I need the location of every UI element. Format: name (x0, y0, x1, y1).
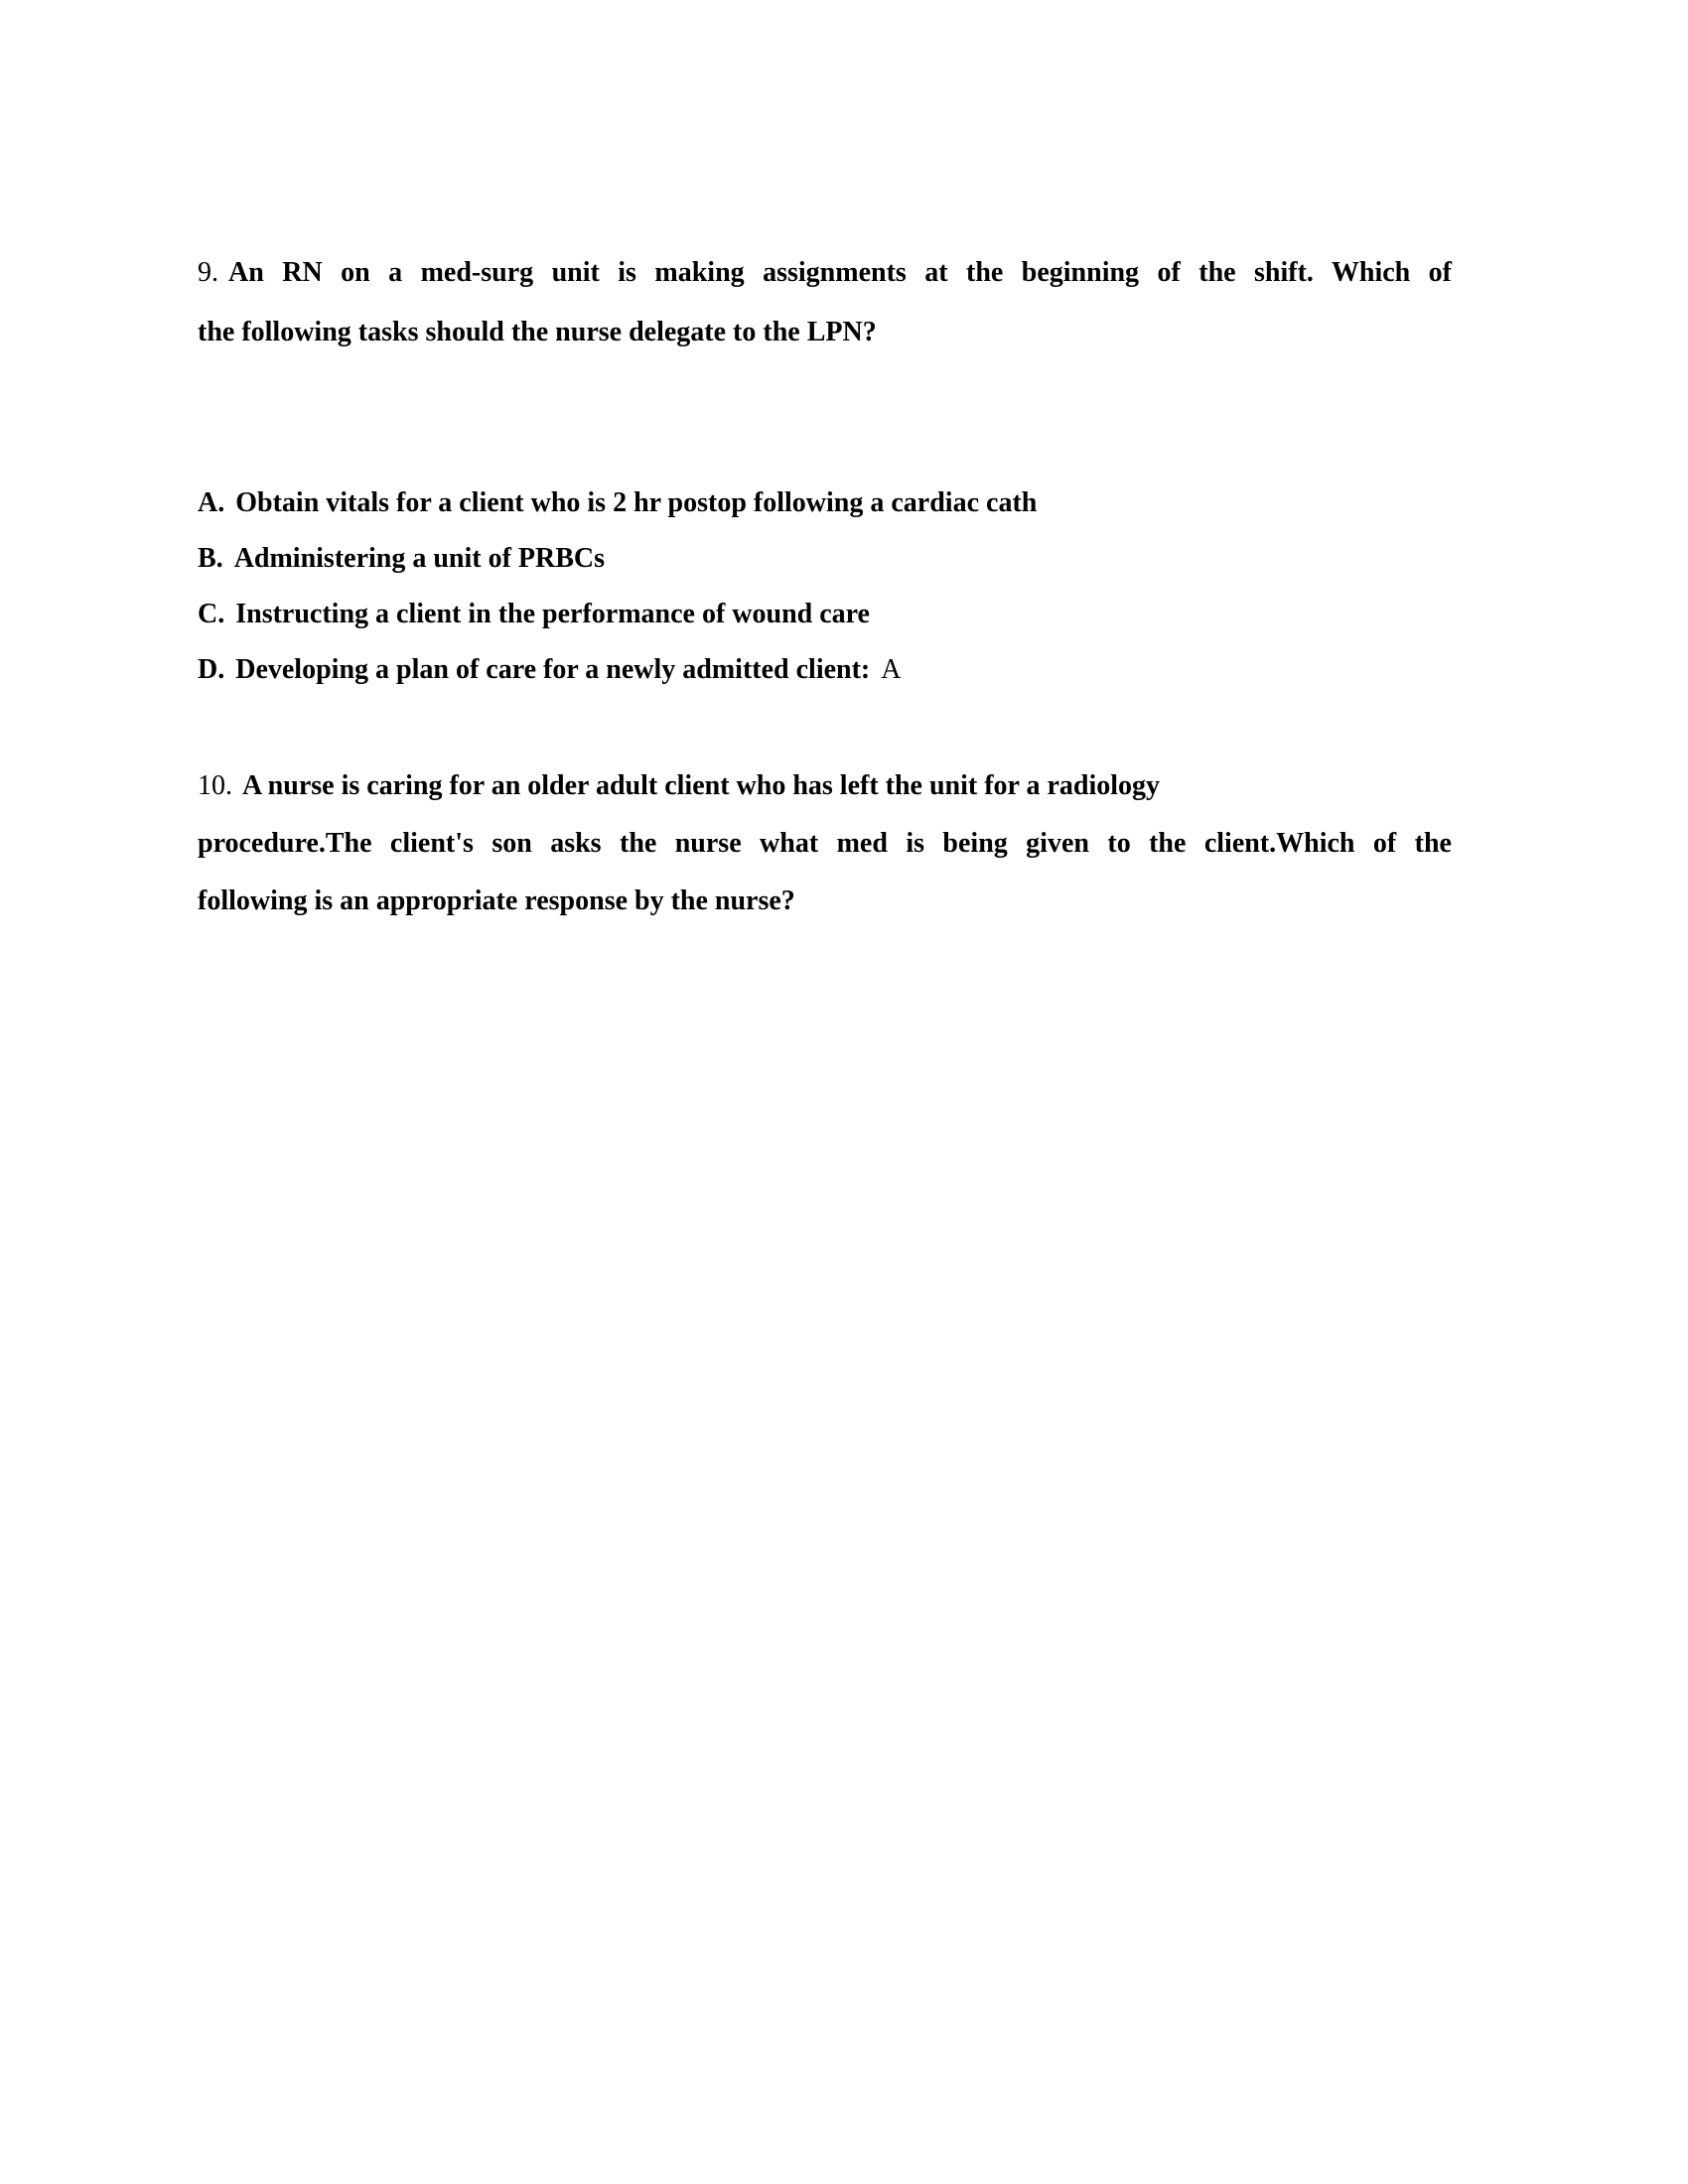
option-c-label: C. (198, 599, 225, 629)
option-c-row (198, 587, 1452, 642)
question-10-block (198, 757, 1452, 930)
question-9-paragraph (198, 243, 1452, 362)
question-10-paragraph (198, 757, 1452, 930)
option-b-label: B. (198, 543, 223, 574)
question-9-number: 9. (198, 257, 218, 288)
option-a-label: A. (198, 487, 225, 518)
option-d-text: Developing a plan of care for a newly admitted client: (235, 654, 871, 685)
question-10-number: 10. (198, 770, 232, 801)
question-10-text: following is an appropriate response by the nurse? (198, 886, 795, 916)
question-9-line-2 (198, 303, 1452, 362)
answer-letter: A (881, 654, 902, 685)
question-9-text: the following tasks should the nurse delegate to the LPN? (198, 317, 877, 347)
question-10-text: A nurse is caring for an older adult client who has left the unit for a radiology (242, 770, 1161, 801)
option-d-row (198, 642, 1452, 698)
question-10-line-3 (198, 873, 1452, 930)
document-content (198, 243, 1452, 930)
option-d-label: D. (198, 654, 225, 685)
question-10-line-2 (198, 815, 1452, 873)
question-9-block (198, 243, 1452, 698)
option-a-row (198, 476, 1452, 531)
option-a-text: Obtain vitals for a client who is 2 hr postop following a cardiac cath (235, 487, 1038, 518)
option-b-text: Administering a unit of PRBCs (233, 543, 606, 574)
question-9-line-1 (198, 243, 1452, 303)
question-10-line-1 (198, 757, 1452, 815)
option-b-row (198, 531, 1452, 587)
question-9-options (198, 476, 1452, 698)
question-9-text: An RN on a med-surg unit is making assignments at the beginning of the shift. Which of (228, 257, 1452, 288)
question-10-text: procedure.The client's son asks the nurse what med is being given to the client.Which of the (198, 828, 1452, 859)
option-c-text: Instructing a client in the performance of wound care (235, 599, 870, 629)
